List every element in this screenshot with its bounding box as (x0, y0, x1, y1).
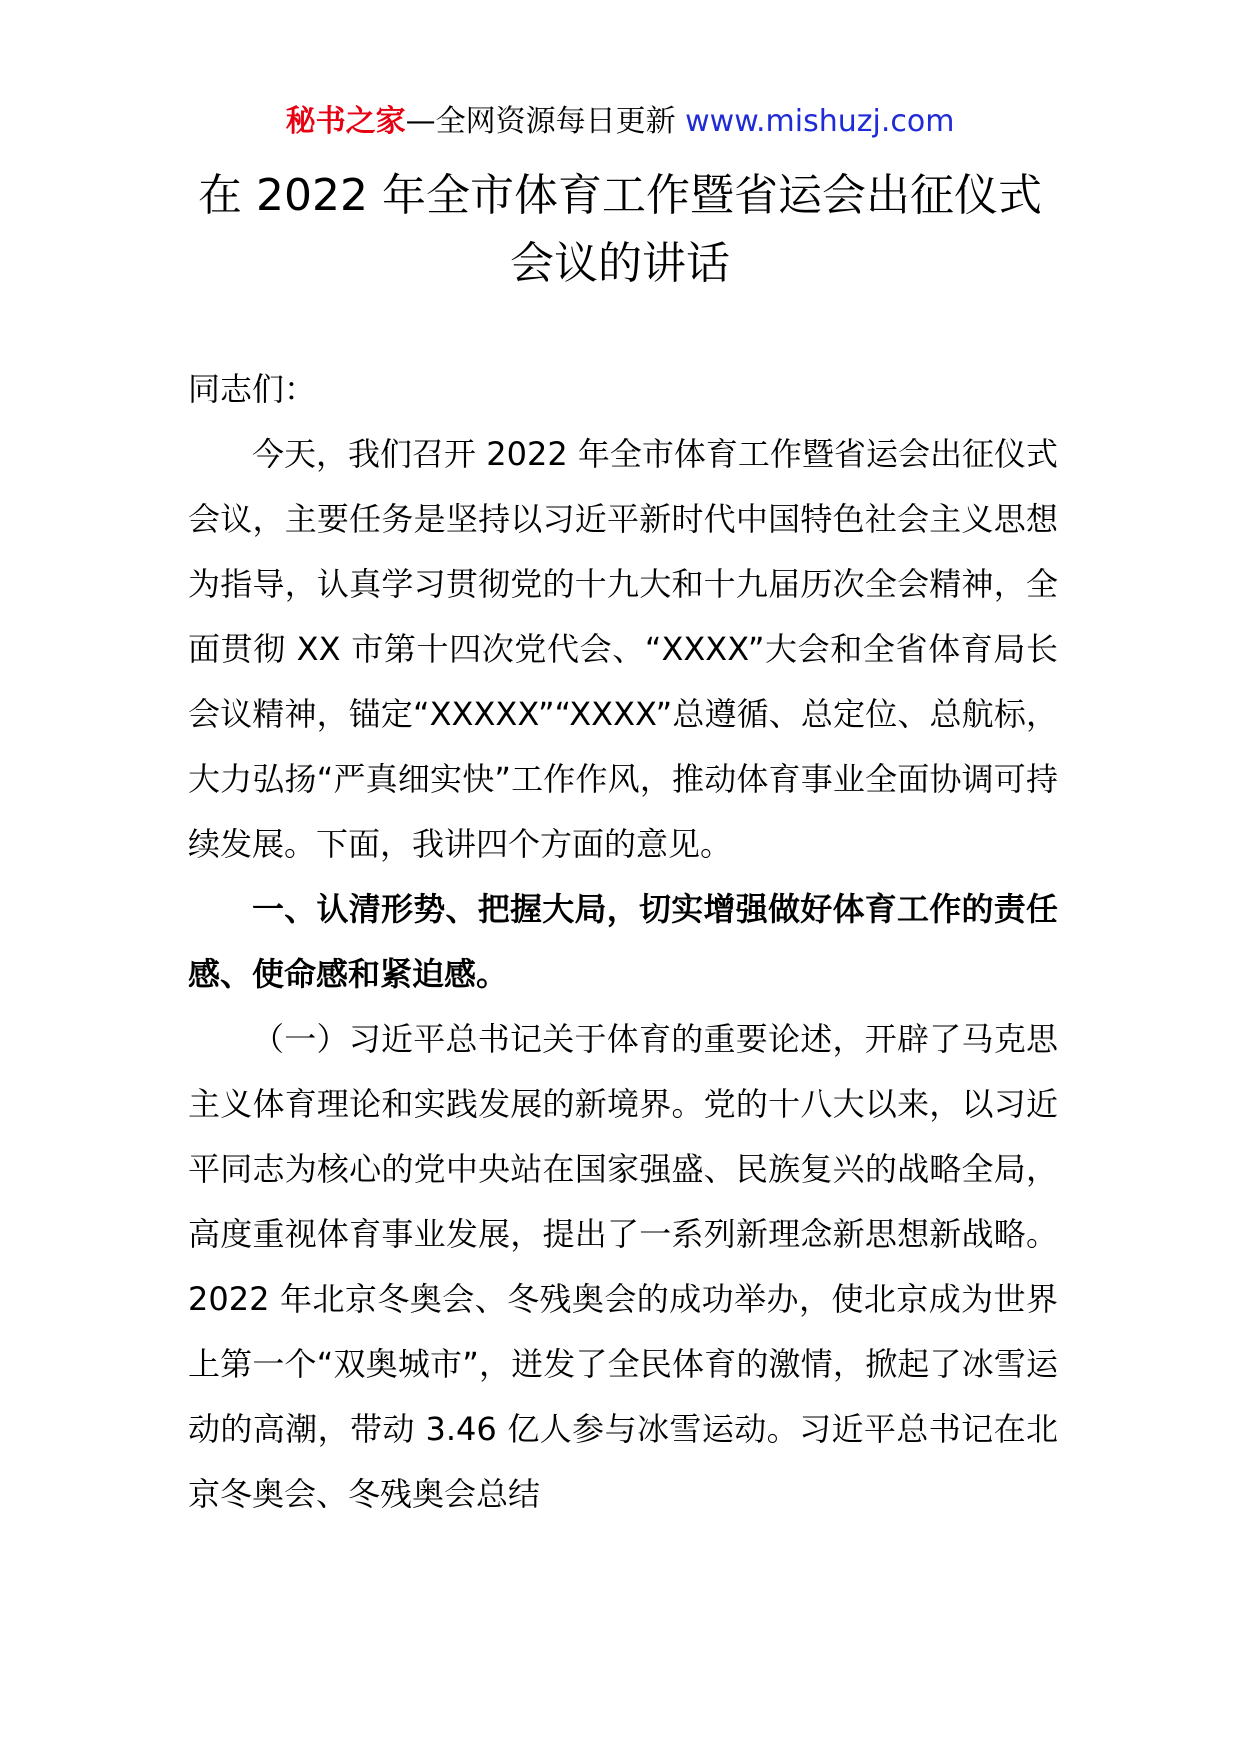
document-body (188, 357, 1058, 1527)
site-brand: 秘书之家 (285, 104, 406, 139)
site-url-link[interactable]: www.mishuzj.com (685, 104, 955, 139)
section-heading-1: 一、认清形势、把握大局，切实增强做好体育工作的责任感、使命感和紧迫感。 (188, 890, 1058, 993)
paragraph-section-1-1: （一）习近平总书记关于体育的重要论述，开辟了马克思主义体育理论和实践发展的新境界。党的十八大以来，以习近平同志为核心的党中央站在国家强盛、民族复兴的战略全局，高度重视体育事业发展，提出了一系列新理念新思想新战略。2022 年北京冬奥会、冬残奥会的成功举办，使北京成为世界上第一个“双奥城市”，迸发了全民体育的激情，掀起了冰雪运动的高潮，带动 3.46 亿人参与冰雪运动。习近平总书记在北京冬奥会、冬残奥会总结 (188, 1020, 1058, 1513)
paragraph-intro: 今天，我们召开 2022 年全市体育工作暨省运会出征仪式会议，主要任务是坚持以习近平新时代中国特色社会主义思想为指导，认真学习贯彻党的十九大和十九届历次全会精神，全面贯彻 XX 市第十四次党代会、“XXXX”大会和全省体育局长会议精神，锚定“XXXXX”“XXXX”总遵循、总定位、总航标，大力弘扬“严真细实快”工作作风，推动体育事业全面协调可持续发展。下面，我讲四个方面的意见。 (188, 435, 1058, 863)
document-title (150, 162, 1090, 298)
title-line-2: 会议的讲话 (510, 238, 730, 289)
site-tagline: —全网资源每日更新 (405, 104, 676, 139)
site-header (0, 100, 1240, 144)
salutation: 同志们： (188, 370, 317, 408)
title-line-1: 在 2022 年全市体育工作暨省运会出征仪式 (198, 170, 1042, 221)
